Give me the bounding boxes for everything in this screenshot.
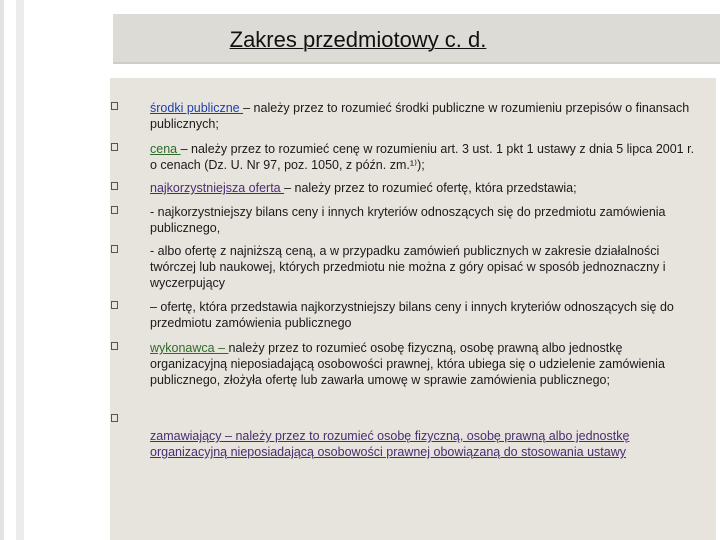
item-text: – należy przez to rozumieć ofertę, która przedstawia; (284, 181, 577, 195)
item-text: - najkorzystniejszy bilans ceny i innych kryteriów odnoszących się do przedmiotu zamówienia publicznego, (150, 205, 666, 235)
list-item-bilans (126, 204, 696, 236)
list-item-najnizsza-cena (126, 243, 696, 291)
item-text: należy przez to rozumieć osobę fizyczną, osobę prawną albo jednostkę organizacyjną nieposiadającą osobowości prawnej, która ubiega się o udzielenie zamówienia publicznego, złożyła ofertę lub zawarła umowę w sprawie zamówienia publicznego; (150, 341, 665, 387)
item-text: – należy przez to rozumieć środki publiczne w rozumieniu przepisów o finansach publicznych; (150, 101, 690, 131)
item-text: – ofertę, która przedstawia najkorzystniejszy bilans ceny i innych kryteriów odnoszących się do przedmiotu zamówienia publicznego (150, 300, 674, 330)
term-zamawiajacy[interactable]: zamawiający – należy przez to rozumieć osobę fizyczną, osobę prawną albo jednostkę organizacyjną nieposiadającą osobowości prawnej obowiązaną do stosowania ustawy (150, 429, 630, 459)
bullet-icon (111, 206, 118, 214)
bullet-icon (111, 182, 118, 190)
list-item-najkorzystniejsza-oferta (126, 180, 696, 196)
bullet-icon (111, 102, 118, 110)
list-item-oferta-bilans (126, 299, 696, 331)
item-text: - albo ofertę z najniższą ceną, a w przypadku zamówień publicznych w zakresie działalności twórczej lub naukowej, których przedmiotu nie można z góry opisać w sposób jednoznaczny i wyczerpujący (150, 244, 666, 290)
slide-title: Zakres przedmiotowy c. d. (229, 27, 487, 52)
list-item-wykonawca (126, 340, 696, 388)
term-cena[interactable]: cena (150, 142, 181, 156)
bullet-icon (111, 301, 118, 309)
left-decoration-strip (16, 0, 24, 540)
list-item-zamawiajacy (126, 412, 696, 460)
bullet-icon (111, 143, 118, 151)
term-srodki-publiczne[interactable]: środki publiczne (150, 101, 244, 115)
list-item-srodki-publiczne (126, 100, 696, 132)
item-text: – należy przez to rozumieć cenę w rozumieniu art. 3 ust. 1 pkt 1 ustawy z dnia 5 lipca 2001 r. o cenach (Dz. U. Nr 97, poz. 1050, z późn. zm.¹⁾); (150, 142, 695, 172)
title-bar-edge (113, 62, 720, 64)
term-najkorzystniejsza-oferta[interactable]: najkorzystniejsza oferta (150, 181, 285, 195)
bullet-icon (111, 245, 118, 253)
bullet-icon (111, 342, 118, 350)
term-wykonawca[interactable]: wykonawca – (150, 341, 229, 355)
bullet-icon (111, 414, 118, 422)
list-item-cena (126, 141, 696, 173)
